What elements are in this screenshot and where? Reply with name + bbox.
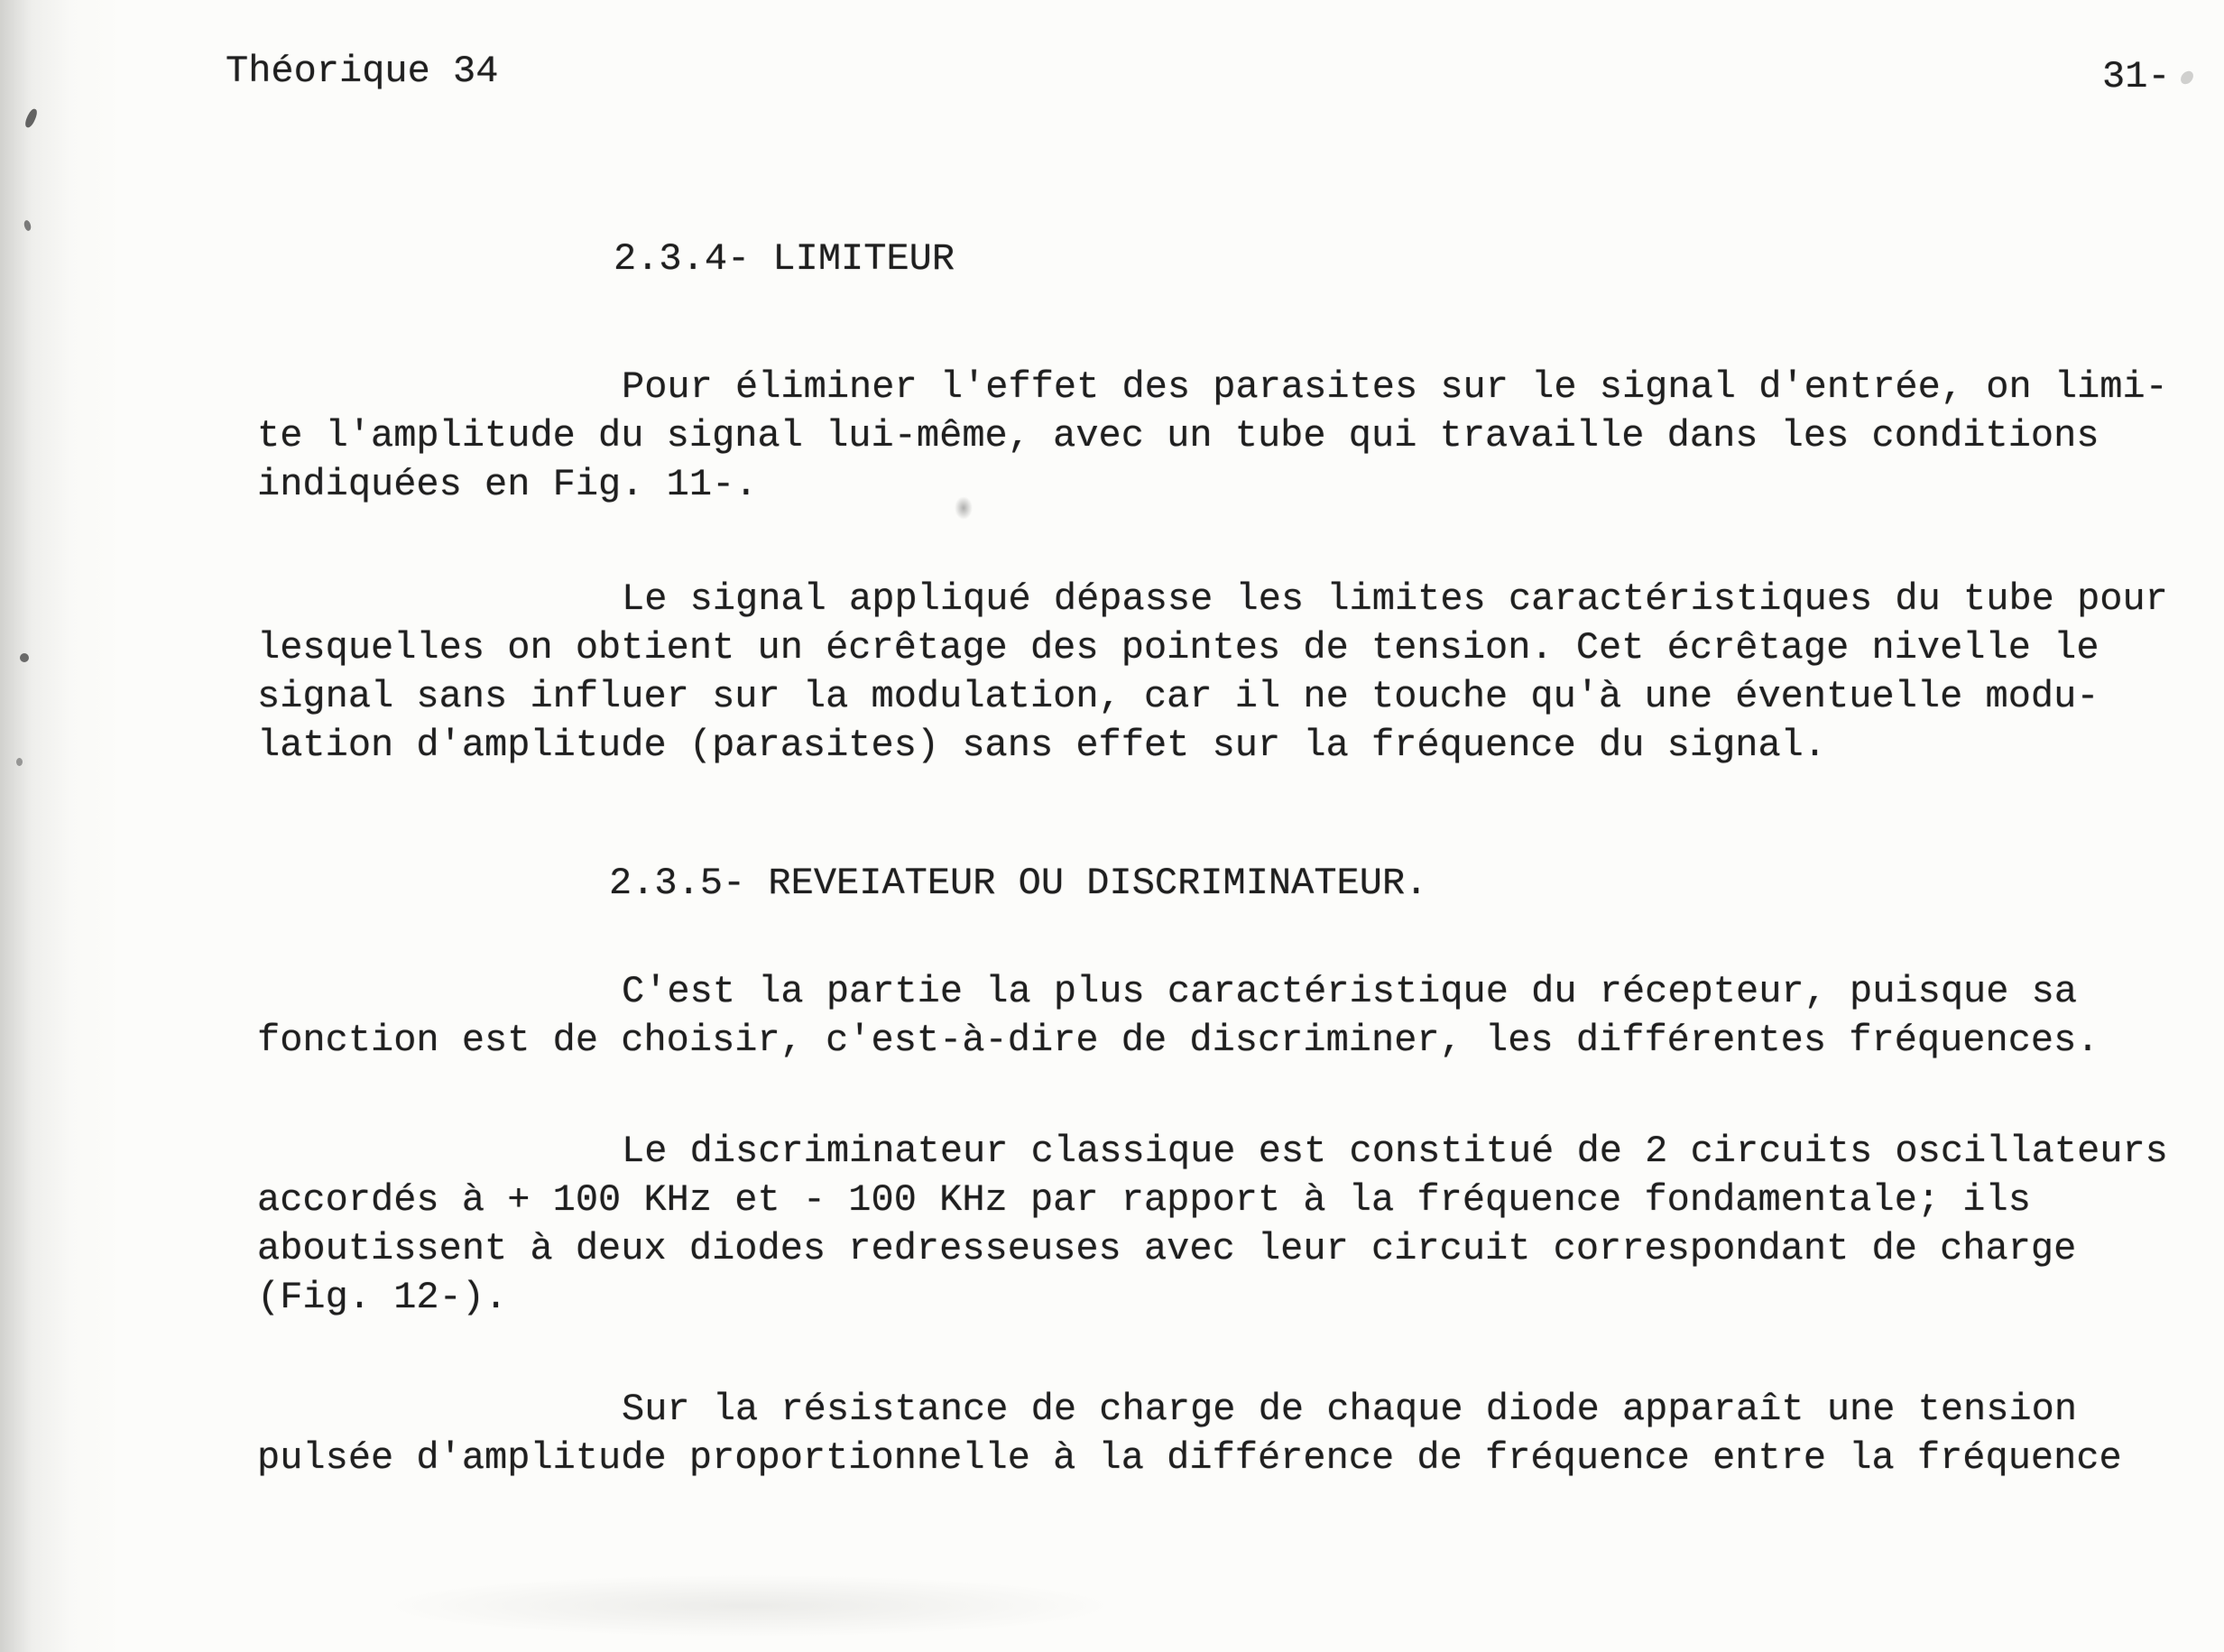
running-header: Théorique 34 <box>226 50 499 93</box>
paragraph-discriminateur-2 <box>257 1127 2168 1322</box>
text-line: lesquelles on obtient un écrêtage des pointes de tension. Cet écrêtage nivelle le <box>257 626 2099 669</box>
section-heading-2-3-4: 2.3.4- LIMITEUR <box>614 237 955 281</box>
scan-bottom-smudge <box>379 1574 1119 1638</box>
text-line: Sur la résistance de charge de chaque diode apparaît une tension <box>622 1388 2078 1431</box>
scan-speck <box>2178 69 2195 87</box>
section-heading-2-3-5: 2.3.5- REVEIATEUR OU DISCRIMINATEUR. <box>609 862 1428 905</box>
text-line: aboutissent à deux diodes redresseuses avec leur circuit correspondant de charge <box>257 1227 2077 1270</box>
scan-speck <box>23 219 32 231</box>
scan-left-edge-shadow <box>0 0 135 1652</box>
paragraph-limiteur-1 <box>257 363 2168 509</box>
text-line: signal sans influer sur la modulation, car il ne touche qu'à une éventuelle modu- <box>257 675 2099 718</box>
paragraph-limiteur-2 <box>257 575 2168 770</box>
paragraph-discriminateur-3 <box>257 1385 2122 1482</box>
scan-speck <box>23 107 39 129</box>
text-line: Le signal appliqué dépasse les limites caractéristiques du tube pour <box>622 577 2168 621</box>
text-line: indiquées en Fig. 11-. <box>257 463 758 506</box>
text-line: C'est la partie la plus caractéristique du récepteur, puisque sa <box>622 970 2078 1013</box>
scan-speck <box>20 653 29 662</box>
text-line: Pour éliminer l'effet des parasites sur le signal d'entrée, on limi- <box>622 365 2168 409</box>
text-line: Le discriminateur classique est constitué de 2 circuits oscillateurs <box>622 1130 2168 1173</box>
text-line: fonction est de choisir, c'est-à-dire de discriminer, les différentes fréquences. <box>257 1019 2099 1062</box>
text-line: lation d'amplitude (parasites) sans effet sur la fréquence du signal. <box>257 724 1827 767</box>
scan-speck <box>16 758 23 766</box>
text-line: pulsée d'amplitude proportionnelle à la différence de fréquence entre la fréquence <box>257 1436 2122 1480</box>
text-line: te l'amplitude du signal lui-même, avec un tube qui travaille dans les conditions <box>257 414 2099 457</box>
text-line: (Fig. 12-). <box>257 1276 508 1319</box>
text-line: accordés à + 100 KHz et - 100 KHz par rapport à la fréquence fondamentale; ils <box>257 1178 2031 1222</box>
page-number: 31- <box>2102 55 2171 98</box>
paragraph-discriminateur-1 <box>257 967 2099 1065</box>
